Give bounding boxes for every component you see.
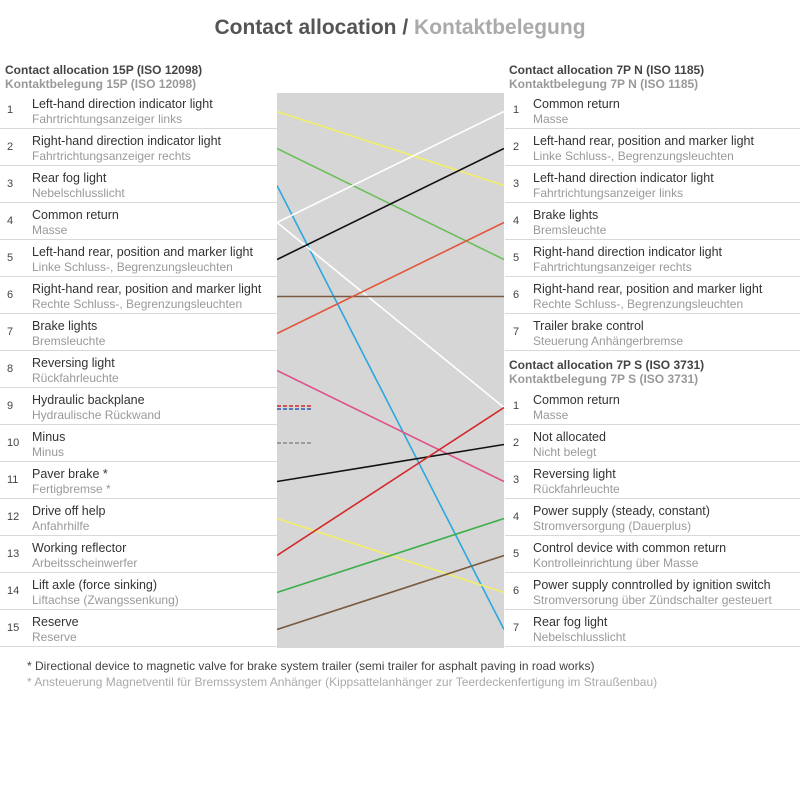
pin-number: 2: [513, 141, 520, 153]
pin-label-en: Trailer brake control: [533, 319, 644, 333]
pin-label-en: Lift axle (force sinking): [32, 578, 158, 592]
pin-number: 5: [513, 548, 520, 560]
wiring-panel-background: [277, 93, 504, 648]
pin-row: [0, 352, 277, 388]
pin-label-de: Steuerung Anhängerbremse: [533, 334, 684, 348]
pin-number: 3: [7, 178, 14, 190]
pin-label-de: Anfahrhilfe: [32, 519, 90, 533]
pin-label-de: Bremsleuchte: [533, 223, 607, 237]
pin-number: 4: [513, 215, 520, 227]
pin-row: [505, 278, 800, 314]
pin-label-de: Stromversorung über Zündschalter gesteuert: [533, 593, 772, 607]
pin-label-en: Common return: [533, 97, 620, 111]
pin-label-de: Rückfahrleuchte: [32, 371, 119, 385]
pin-label-de: Nebelschlusslicht: [32, 186, 125, 200]
pin-label-de: Reserve: [32, 630, 77, 644]
pin-number: 12: [7, 511, 20, 523]
pin-label-de: Masse: [533, 408, 569, 422]
pin-number: 7: [513, 326, 520, 338]
pin-row: [505, 500, 800, 536]
pin-label-de: Liftachse (Zwangssenkung): [32, 593, 179, 607]
pin-label-en: Rear fog light: [533, 615, 608, 629]
pin-row: [0, 315, 277, 351]
pin-row: [505, 611, 800, 647]
left-connector-heading: [5, 63, 202, 91]
pin-number: 6: [7, 289, 14, 301]
footnote-en: * Directional device to magnetic valve for brake system trailer (semi trailer for asphalt paving in road works): [27, 659, 595, 673]
title-de: Kontaktbelegung: [414, 16, 586, 39]
pin-label-en: Right-hand direction indicator light: [32, 134, 221, 148]
pin-row: [0, 389, 277, 425]
pin-number: 7: [7, 326, 14, 338]
pin-label-en: Reserve: [32, 615, 79, 629]
heading-en: Contact allocation 7P S (ISO 3731): [509, 358, 705, 372]
pin-label-de: Fahrtrichtungsanzeiger links: [533, 186, 684, 200]
pin-number: 2: [7, 141, 14, 153]
pin-row: [505, 574, 800, 610]
pin-label-en: Right-hand direction indicator light: [533, 245, 722, 259]
heading-en: Contact allocation 15P (ISO 12098): [5, 63, 203, 77]
pin-row: [0, 426, 277, 462]
pin-label-de: Linke Schluss-, Begrenzungsleuchten: [533, 149, 734, 163]
pin-number: 13: [7, 548, 20, 560]
pin-label-de: Bremsleuchte: [32, 334, 106, 348]
pin-number: 5: [7, 252, 14, 264]
pin-label-en: Power supply (steady, constant): [533, 504, 710, 518]
pin-label-de: Stromversorgung (Dauerplus): [533, 519, 692, 533]
pin-number: 6: [513, 585, 520, 597]
pin-row: [505, 130, 800, 166]
pin-label-en: Reversing light: [533, 467, 616, 481]
pin-row: [505, 463, 800, 499]
pin-label-en: Working reflector: [32, 541, 127, 555]
pin-row: [0, 537, 277, 573]
pin-label-de: Rechte Schluss-, Begrenzungsleuchten: [32, 297, 243, 311]
pin-label-en: Left-hand rear, position and marker light: [32, 245, 253, 259]
page-title: [0, 16, 800, 40]
pin-number: 1: [7, 104, 14, 116]
pin-number: 8: [7, 363, 14, 375]
heading-de: Kontaktbelegung 7P N (ISO 1185): [509, 77, 699, 91]
pin-number: 3: [513, 474, 520, 486]
pin-label-en: Common return: [533, 393, 620, 407]
heading-en: Contact allocation 7P N (ISO 1185): [509, 63, 705, 77]
pin-label-en: Power supply conntrolled by ignition switch: [533, 578, 771, 592]
pin-row: [0, 500, 277, 536]
pin-label-en: Paver brake *: [32, 467, 108, 481]
pin-label-en: Brake lights: [533, 208, 599, 222]
pin-row: [505, 426, 800, 462]
title-en: Contact allocation: [214, 16, 397, 39]
pin-label-de: Minus: [32, 445, 65, 459]
pin-label-en: Brake lights: [32, 319, 98, 333]
pin-label-de: Arbeitsscheinwerfer: [32, 556, 138, 570]
pin-row: [505, 93, 800, 129]
pin-number: 3: [513, 178, 520, 190]
pin-row: [0, 611, 277, 647]
pin-label-en: Rear fog light: [32, 171, 107, 185]
pin-label-en: Control device with common return: [533, 541, 727, 555]
footnote-de: * Ansteuerung Magnetventil für Bremssystem Anhänger (Kippsattelanhänger zur Teerdeckenfertigung im Straußenbau): [27, 675, 658, 689]
pin-row: [505, 389, 800, 425]
pin-row: [0, 241, 277, 277]
pin-row: [505, 241, 800, 277]
pin-label-de: Rückfahrleuchte: [533, 482, 620, 496]
pin-row: [505, 204, 800, 240]
pin-row: [505, 167, 800, 203]
pin-label-de: Nicht belegt: [533, 445, 597, 459]
pin-number: 5: [513, 252, 520, 264]
pin-number: 11: [7, 474, 19, 486]
pin-label-de: Nebelschlusslicht: [533, 630, 626, 644]
pin-label-de: Fahrtrichtungsanzeiger links: [32, 112, 183, 126]
pin-number: 1: [513, 104, 520, 116]
pin-label-en: Reversing light: [32, 356, 115, 370]
pin-number: 10: [7, 437, 20, 449]
pin-label-de: Kontrolleinrichtung über Masse: [533, 556, 699, 570]
pin-number: 6: [513, 289, 520, 301]
pin-label-en: Right-hand rear, position and marker light: [533, 282, 763, 296]
pin-row: [0, 463, 277, 499]
wiring-panel: [277, 93, 504, 648]
pin-number: 4: [513, 511, 520, 523]
pin-number: 9: [7, 400, 14, 412]
pin-row: [0, 204, 277, 240]
pin-number: 2: [513, 437, 520, 449]
pin-number: 4: [7, 215, 14, 227]
pin-label-de: Linke Schluss-, Begrenzungsleuchten: [32, 260, 233, 274]
pin-label-en: Hydraulic backplane: [32, 393, 145, 407]
pin-row: [0, 574, 277, 610]
pin-label-de: Fahrtrichtungsanzeiger rechts: [533, 260, 692, 274]
pin-label-de: Fertigbremse *: [32, 482, 111, 496]
pin-label-de: Masse: [533, 112, 569, 126]
pin-label-de: Rechte Schluss-, Begrenzungsleuchten: [533, 297, 744, 311]
pin-row: [0, 130, 277, 166]
pin-label-de: Hydraulische Rückwand: [32, 408, 161, 422]
pin-label-de: Fahrtrichtungsanzeiger rechts: [32, 149, 191, 163]
pin-label-en: Not allocated: [533, 430, 606, 444]
right-connector-7pn-heading: [509, 63, 704, 91]
pin-label-en: Drive off help: [32, 504, 106, 518]
pin-label-en: Minus: [32, 430, 66, 444]
right-connector-7ps-heading: [509, 358, 704, 386]
pin-row: [0, 93, 277, 129]
pin-number: 7: [513, 622, 520, 634]
pin-label-en: Left-hand direction indicator light: [533, 171, 714, 185]
title-separator: /: [402, 16, 409, 39]
pin-row: [505, 315, 800, 351]
heading-de: Kontaktbelegung 7P S (ISO 3731): [509, 372, 699, 386]
pin-row: [505, 537, 800, 573]
pin-label-en: Common return: [32, 208, 119, 222]
pin-row: [0, 278, 277, 314]
pin-label-en: Right-hand rear, position and marker light: [32, 282, 262, 296]
heading-de: Kontaktbelegung 15P (ISO 12098): [5, 77, 197, 91]
pin-label-en: Left-hand direction indicator light: [32, 97, 213, 111]
pin-label-en: Left-hand rear, position and marker light: [533, 134, 754, 148]
pin-number: 1: [513, 400, 520, 412]
pin-row: [0, 167, 277, 203]
pin-number: 14: [7, 585, 20, 597]
pin-number: 15: [7, 622, 20, 634]
pin-label-de: Masse: [32, 223, 68, 237]
